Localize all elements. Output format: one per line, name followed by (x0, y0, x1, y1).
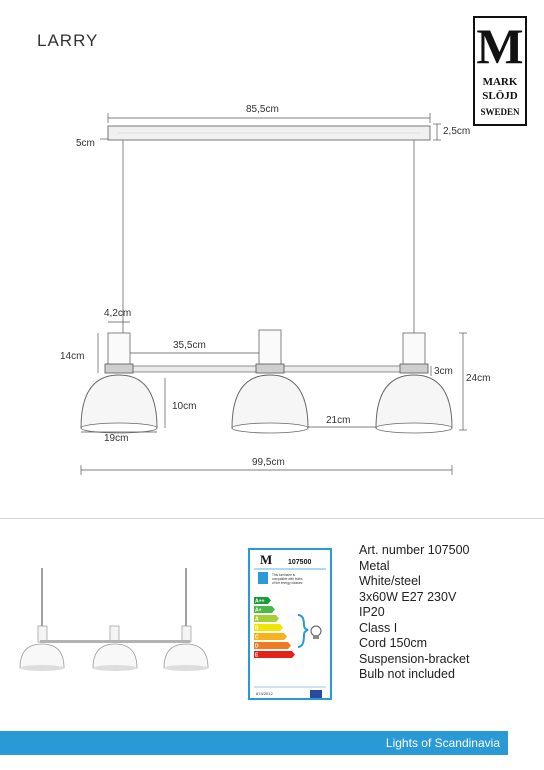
energy-class-c: C (255, 634, 259, 641)
energy-class-d: D (255, 643, 259, 650)
lamp-right (376, 333, 452, 433)
spec-ip-rating: IP20 (359, 605, 385, 619)
bulb-icon (311, 626, 321, 639)
spec-bulb: 3x60W E27 230V (359, 589, 457, 604)
dim-shade-diameter: 19cm (104, 433, 129, 444)
dim-width-top: 85,5cm (246, 104, 279, 115)
spec-mounting: Suspension-bracket (359, 651, 470, 666)
canopy (108, 126, 430, 140)
energy-label-number: 107500 (288, 559, 312, 566)
dim-total-width: 99,5cm (252, 457, 285, 468)
dim-shade-gap: 21cm (326, 415, 351, 426)
dim-shade-height: 10cm (172, 401, 197, 412)
section-divider (0, 518, 544, 519)
dim-canopy-depth: 5cm (76, 138, 95, 149)
energy-class-app: A++ (255, 598, 265, 605)
energy-regulation: 874/2012 (256, 691, 273, 696)
svg-text:M: M (260, 552, 273, 567)
spec-color: White/steel (359, 574, 421, 588)
energy-class-ap: A+ (255, 607, 262, 614)
spec-list (359, 543, 470, 683)
product-photo (14, 568, 224, 688)
energy-class-b: B (255, 625, 259, 632)
lamp-left (81, 333, 157, 433)
lamp-center (232, 330, 308, 433)
dim-spacing: 35,5cm (173, 340, 206, 351)
product-title: LARRY (37, 31, 99, 50)
energy-class-e: E (255, 652, 259, 659)
svg-text:SLÖJD: SLÖJD (482, 90, 518, 102)
dim-fitting-width: 4,2cm (104, 308, 132, 319)
svg-text:M: M (476, 18, 524, 74)
dim-fitting-height: 14cm (60, 351, 85, 362)
svg-text:MARK: MARK (482, 76, 518, 88)
spec-material: Metal (359, 558, 390, 573)
spec-article-number: Art. number 107500 (359, 543, 470, 557)
svg-text:of the energy classes:: of the energy classes: (272, 581, 304, 585)
suspension-cords (123, 140, 414, 333)
spec-cord: Cord 150cm (359, 636, 428, 650)
footer-tagline: Lights of Scandinavia (385, 736, 500, 750)
spec-class: Class I (359, 620, 398, 635)
svg-text:This luminaire is: This luminaire is (272, 573, 296, 577)
dim-bar-height: 3cm (434, 366, 453, 377)
spec-bulb-note: Bulb not included (359, 667, 455, 681)
energy-class-bars (250, 595, 330, 705)
svg-text:SWEDEN: SWEDEN (480, 107, 520, 117)
svg-text:compatible with bulbs: compatible with bulbs (272, 577, 303, 581)
dim-total-height: 24cm (466, 373, 491, 384)
dim-canopy-height: 2,5cm (443, 126, 471, 137)
energy-class-a: A (255, 616, 259, 623)
